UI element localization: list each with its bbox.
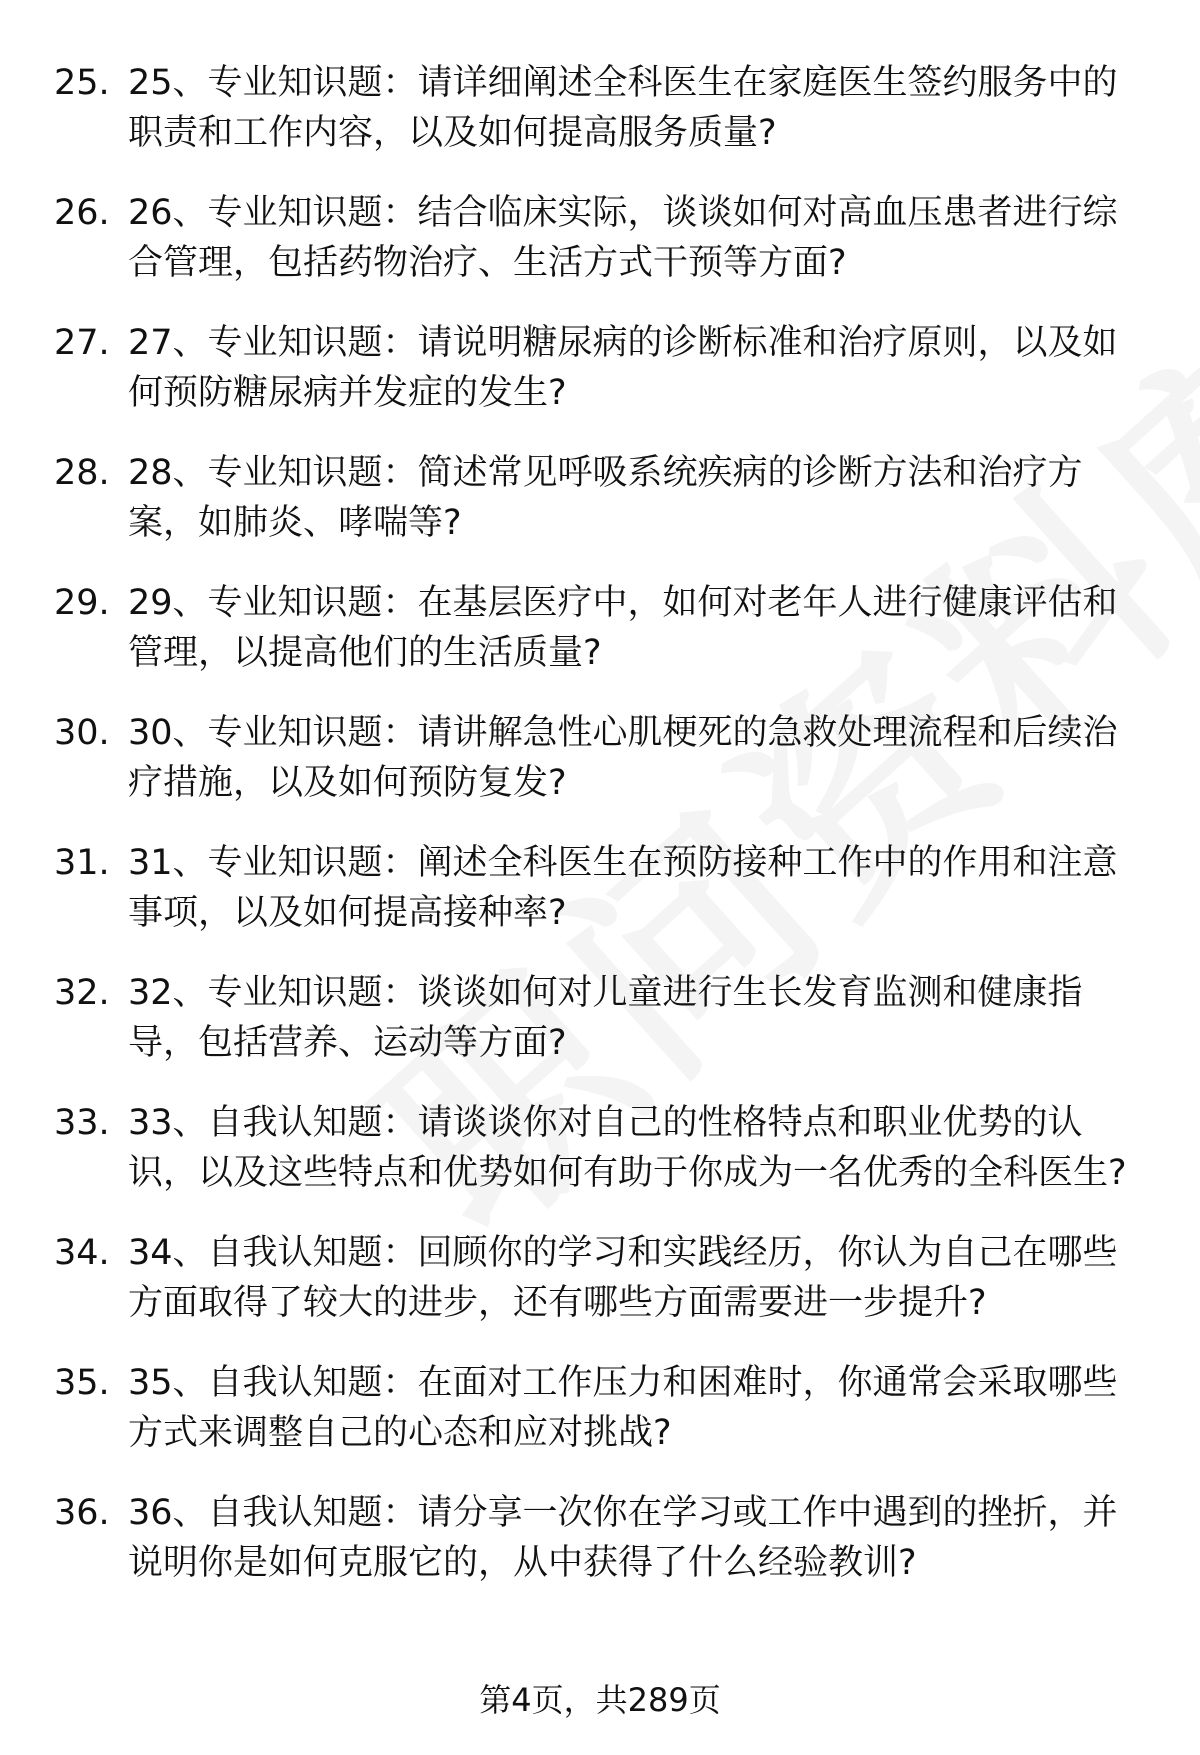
question-text: 36、自我认知题：请分享一次你在学习或工作中遇到的挫折，并说明你是如何克服它的，从中获得了什么经验教训? xyxy=(128,1493,1118,1583)
question-text: 28、专业知识题：简述常见呼吸系统疾病的诊断方法和治疗方案，如肺炎、哮喘等? xyxy=(128,453,1083,543)
question-list xyxy=(0,58,1200,1618)
question-text: 32、专业知识题：谈谈如何对儿童进行生长发育监测和健康指导，包括营养、运动等方面? xyxy=(128,973,1083,1063)
page-footer: 第4页，共289页 xyxy=(479,1681,721,1719)
list-item xyxy=(0,58,1200,158)
question-number: 28. xyxy=(54,453,110,493)
list-item xyxy=(0,968,1200,1068)
question-text: 35、自我认知题：在面对工作压力和困难时，你通常会采取哪些方式来调整自己的心态和应对挑战? xyxy=(128,1363,1118,1453)
question-number: 32. xyxy=(54,973,110,1013)
list-item xyxy=(0,1358,1200,1458)
list-item xyxy=(0,448,1200,548)
question-text: 25、专业知识题：请详细阐述全科医生在家庭医生签约服务中的职责和工作内容，以及如何提高服务质量? xyxy=(128,63,1118,153)
list-item xyxy=(0,838,1200,938)
list-item xyxy=(0,1488,1200,1588)
question-text: 26、专业知识题：结合临床实际，谈谈如何对高血压患者进行综合管理，包括药物治疗、生活方式干预等方面? xyxy=(128,193,1118,283)
question-number: 36. xyxy=(54,1493,110,1533)
list-item xyxy=(0,1098,1200,1198)
question-number: 29. xyxy=(54,583,110,623)
question-text: 27、专业知识题：请说明糖尿病的诊断标准和治疗原则，以及如何预防糖尿病并发症的发生? xyxy=(128,323,1118,413)
question-text: 30、专业知识题：请讲解急性心肌梗死的急救处理流程和后续治疗措施，以及如何预防复发? xyxy=(128,713,1118,803)
list-item xyxy=(0,318,1200,418)
question-number: 34. xyxy=(54,1233,110,1273)
question-number: 25. xyxy=(54,63,110,103)
question-number: 26. xyxy=(54,193,110,233)
question-number: 27. xyxy=(54,323,110,363)
list-item xyxy=(0,578,1200,678)
list-item xyxy=(0,708,1200,808)
question-number: 35. xyxy=(54,1363,110,1403)
question-number: 33. xyxy=(54,1103,110,1143)
list-item xyxy=(0,188,1200,288)
question-text: 29、专业知识题：在基层医疗中，如何对老年人进行健康评估和管理，以提高他们的生活质量? xyxy=(128,583,1118,673)
list-item xyxy=(0,1228,1200,1328)
question-text: 31、专业知识题：阐述全科医生在预防接种工作中的作用和注意事项，以及如何提高接种率? xyxy=(128,843,1118,933)
question-number: 30. xyxy=(54,713,110,753)
question-number: 31. xyxy=(54,843,110,883)
question-text: 33、自我认知题：请谈谈你对自己的性格特点和职业优势的认识，以及这些特点和优势如何有助于你成为一名优秀的全科医生? xyxy=(128,1103,1127,1193)
question-text: 34、自我认知题：回顾你的学习和实践经历，你认为自己在哪些方面取得了较大的进步，还有哪些方面需要进一步提升? xyxy=(128,1233,1118,1323)
